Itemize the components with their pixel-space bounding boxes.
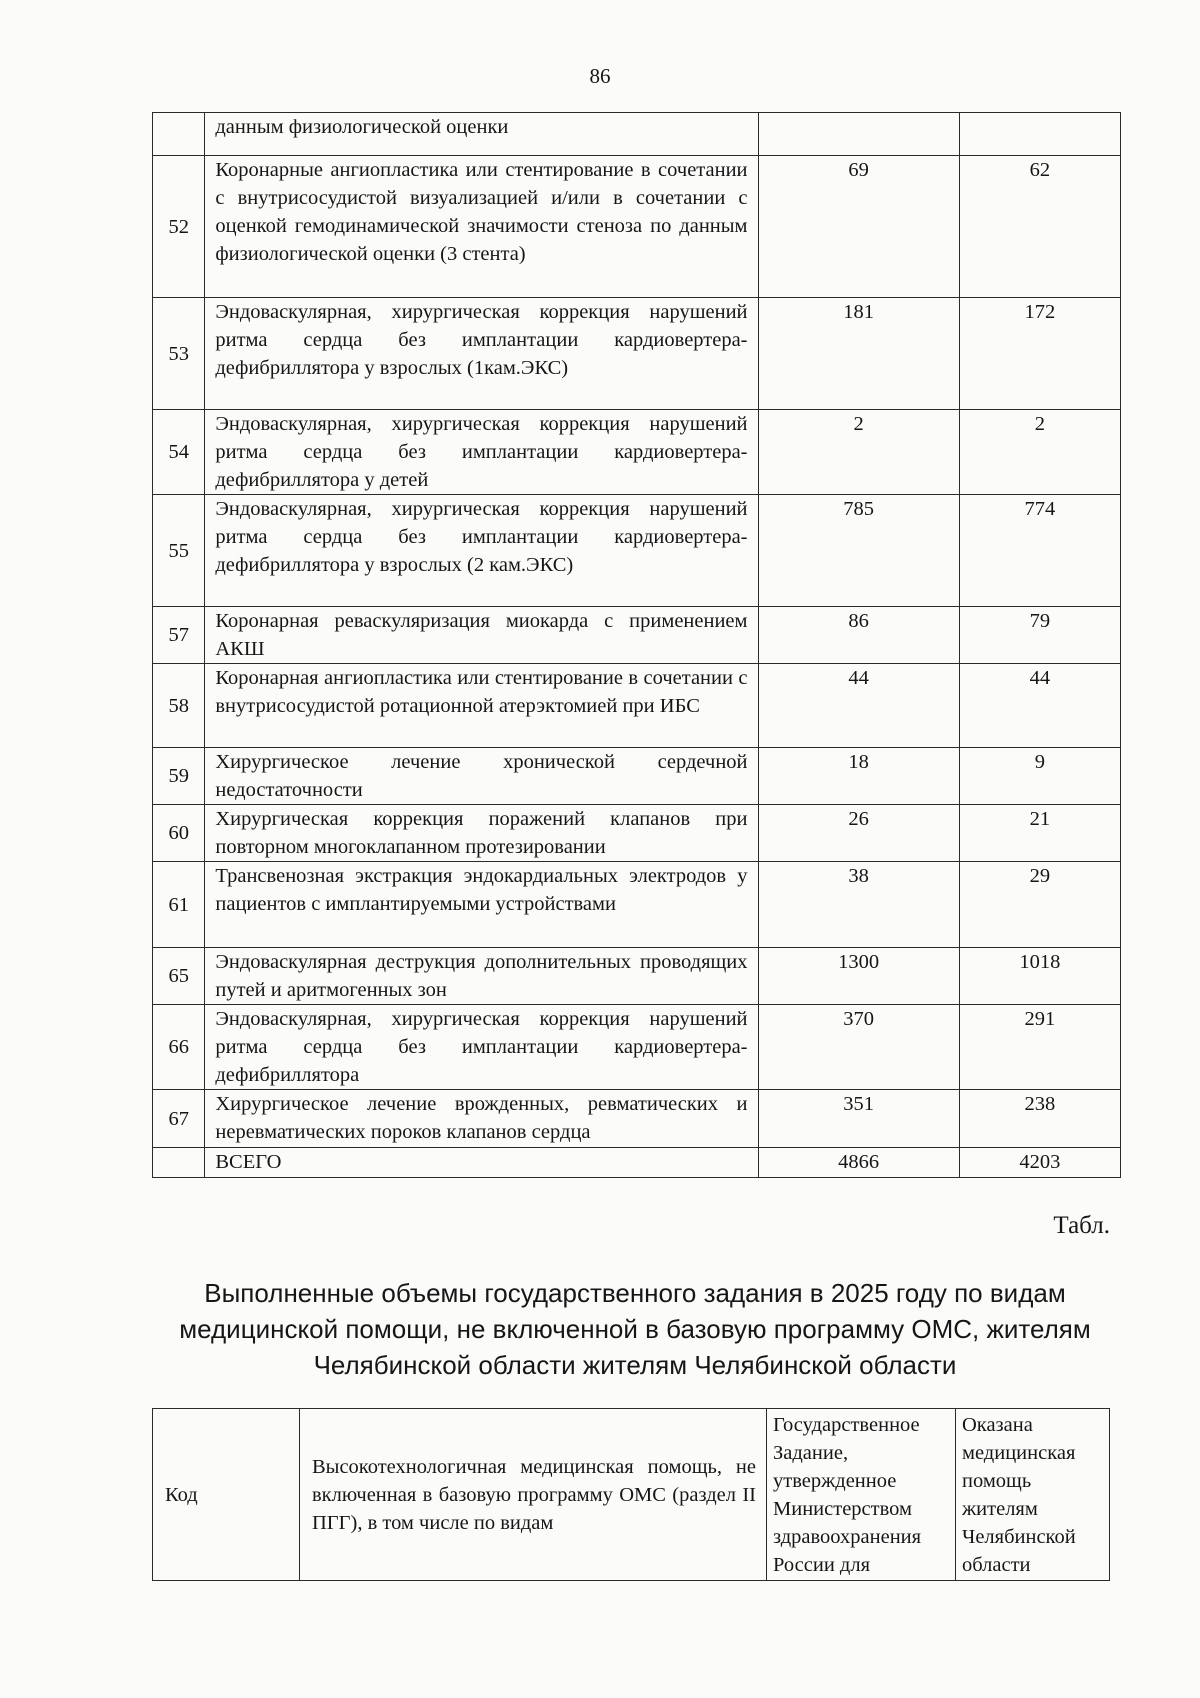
row-number: 61 bbox=[153, 862, 205, 948]
table-row bbox=[153, 664, 1121, 748]
total-value-provided: 4203 bbox=[959, 1148, 1120, 1178]
row-value-state: 351 bbox=[758, 1090, 959, 1148]
row-value-provided: 172 bbox=[959, 298, 1120, 410]
row-value-state: 370 bbox=[758, 1005, 959, 1090]
row-name: Эндоваскулярная, хирургическая коррекция нарушений ритма сердца без имплантации кардиовертера-дефибриллятора у взрослых (2 кам.ЭКС) bbox=[205, 495, 758, 607]
table-row bbox=[153, 495, 1121, 607]
row-value-provided: 79 bbox=[959, 607, 1120, 664]
row-number: 54 bbox=[153, 410, 205, 495]
row-name: Коронарные ангиопластика или стентирование в сочетании с внутрисосудистой визуализацией и/или в сочетании с оценкой гемодинамической значимости стеноза по данным физиологической оценки (3 стента) bbox=[205, 156, 758, 298]
row-value-state: 18 bbox=[758, 748, 959, 805]
row-name: Хирургическая коррекция поражений клапанов при повторном многоклапанном протезировании bbox=[205, 805, 758, 862]
row-value-provided: 1018 bbox=[959, 948, 1120, 1005]
header-provided-care: Оказана медицинская помощь жителям Челябинской области bbox=[956, 1409, 1110, 1581]
row-name: Эндоваскулярная, хирургическая коррекция нарушений ритма сердца без имплантации кардиовертера-дефибриллятора у детей bbox=[205, 410, 758, 495]
row-value-provided bbox=[959, 113, 1120, 156]
row-value-state: 69 bbox=[758, 156, 959, 298]
row-name: Коронарная ангиопластика или стентирование в сочетании с внутрисосудистой ротационной атерэктомией при ИБС bbox=[205, 664, 758, 748]
row-name: Трансвенозная экстракция эндокардиальных электродов у пациентов с имплантируемыми устройствами bbox=[205, 862, 758, 948]
total-label: ВСЕГО bbox=[205, 1148, 758, 1178]
row-value-state: 785 bbox=[758, 495, 959, 607]
row-value-state: 1300 bbox=[758, 948, 959, 1005]
row-name: Эндоваскулярная, хирургическая коррекция нарушений ритма сердца без имплантации кардиовертера-дефибриллятора у взрослых (1кам.ЭКС) bbox=[205, 298, 758, 410]
table-row bbox=[153, 862, 1121, 948]
row-value-provided: 774 bbox=[959, 495, 1120, 607]
row-value-provided: 291 bbox=[959, 1005, 1120, 1090]
state-task-table bbox=[152, 1408, 1110, 1581]
row-value-provided: 238 bbox=[959, 1090, 1120, 1148]
table-row bbox=[153, 748, 1121, 805]
row-value-provided: 21 bbox=[959, 805, 1120, 862]
table-row bbox=[153, 805, 1121, 862]
row-number: 58 bbox=[153, 664, 205, 748]
table-caption: Выполненные объемы государственного задания в 2025 году по видам медицинской помощи, не включенной в базовую программу ОМС, жителям Челябинской области жителям Челябинской области bbox=[179, 1278, 1091, 1380]
header-kod: Код bbox=[153, 1409, 300, 1581]
row-value-provided: 62 bbox=[959, 156, 1120, 298]
row-number: 60 bbox=[153, 805, 205, 862]
row-value-provided: 9 bbox=[959, 748, 1120, 805]
table-row bbox=[153, 1090, 1121, 1148]
row-value-provided: 29 bbox=[959, 862, 1120, 948]
vmp-volume-table-body bbox=[153, 113, 1121, 1178]
row-number: 57 bbox=[153, 607, 205, 664]
total-row bbox=[153, 1148, 1121, 1178]
table-row bbox=[153, 1005, 1121, 1090]
table-row bbox=[153, 156, 1121, 298]
total-value-state: 4866 bbox=[758, 1148, 959, 1178]
row-value-state: 44 bbox=[758, 664, 959, 748]
row-number: 52 bbox=[153, 156, 205, 298]
row-number: 67 bbox=[153, 1090, 205, 1148]
row-name: Эндоваскулярная, хирургическая коррекция нарушений ритма сердца без имплантации кардиовертера-дефибриллятора bbox=[205, 1005, 758, 1090]
vmp-volume-table bbox=[152, 112, 1121, 1178]
row-value-state: 86 bbox=[758, 607, 959, 664]
table-row bbox=[153, 607, 1121, 664]
row-number: 53 bbox=[153, 298, 205, 410]
row-name: Хирургическое лечение врожденных, ревматических и неревматических пороков клапанов сердца bbox=[205, 1090, 758, 1148]
row-value-provided: 2 bbox=[959, 410, 1120, 495]
row-name: Хирургическое лечение хронической сердечной недостаточности bbox=[205, 748, 758, 805]
header-vmp-name: Высокотехнологичная медицинская помощь, не включенная в базовую программу ОМС (раздел II ПГГ), в том числе по видам bbox=[300, 1409, 767, 1581]
row-value-state bbox=[758, 113, 959, 156]
row-value-state: 38 bbox=[758, 862, 959, 948]
total-row-number bbox=[153, 1148, 205, 1178]
row-number bbox=[153, 113, 205, 156]
row-number: 59 bbox=[153, 748, 205, 805]
row-number: 55 bbox=[153, 495, 205, 607]
table-label: Табл. bbox=[1053, 1212, 1110, 1239]
row-value-state: 181 bbox=[758, 298, 959, 410]
table-header-row bbox=[153, 1409, 1110, 1581]
table-row bbox=[153, 410, 1121, 495]
row-value-state: 26 bbox=[758, 805, 959, 862]
table-row bbox=[153, 113, 1121, 156]
header-state-task: Государственное Задание, утвержденное Министерством здравоохранения России для bbox=[767, 1409, 956, 1581]
state-task-table-body bbox=[153, 1409, 1110, 1581]
row-name: данным физиологической оценки bbox=[205, 113, 758, 156]
row-value-provided: 44 bbox=[959, 664, 1120, 748]
row-name: Эндоваскулярная деструкция дополнительных проводящих путей и аритмогенных зон bbox=[205, 948, 758, 1005]
row-name: Коронарная реваскуляризация миокарда с применением АКШ bbox=[205, 607, 758, 664]
table-row bbox=[153, 948, 1121, 1005]
row-value-state: 2 bbox=[758, 410, 959, 495]
row-number: 66 bbox=[153, 1005, 205, 1090]
table-row bbox=[153, 298, 1121, 410]
page-number: 86 bbox=[589, 64, 611, 88]
row-number: 65 bbox=[153, 948, 205, 1005]
